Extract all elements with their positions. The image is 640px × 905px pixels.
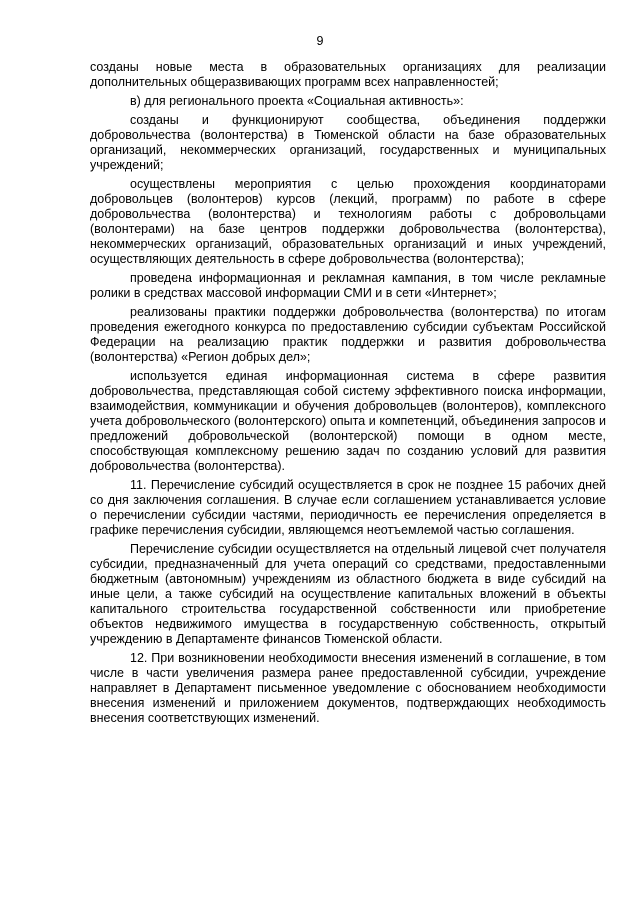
paragraph-clause-12: 12. При возникновении необходимости внесения изменений в соглашение, в том числе в части увеличения размера ранее предоставленной субсидии, учреждение направляет в Департамент письменное уведомление с обоснованием необходимости внесения изменений и приложением документов, подтверждающих необходимость внесения соответствующих изменений. xyxy=(90,651,606,725)
paragraph-information-campaign: проведена информационная и рекламная кампания, в том числе рекламные ролики в средствах массовой информации СМИ и в сети «Интернет»; xyxy=(90,271,606,300)
paragraph-information-system: используется единая информационная система в сфере развития добровольчества, представляющая собой систему эффективного поиска информации, взаимодействия, коммуникации и обучения добровольцев (волонтеров), комплексного учета добровольческого (волонтерского) опыта и компетенций, объединения запросов и предложений добровольческой (волонтерской) помощи в одном месте, способствующая комплексному решению задач по созданию условий для развития добровольчества (волонтерства). xyxy=(90,369,606,473)
paragraph-subsidy-transfer-account: Перечисление субсидии осуществляется на отдельный лицевой счет получателя субсидии, предназначенный для учета операций со средствами, предоставленными бюджетным (автономным) учреждениям из областного бюджета в виде субсидий на иные цели, а также субсидий на осуществление капитальных вложений в объекты капитального строительства государственной собственности или приобретение объектов недвижимого имущества в государственную собственность, открытый учреждению в Департаменте финансов Тюменской области. xyxy=(90,542,606,646)
paragraph-support-practices: реализованы практики поддержки добровольчества (волонтерства) по итогам проведения ежегодного конкурса по предоставлению субсидии субъектам Российской Федерации на реализацию практик поддержки и развития добровольчества (волонтерства) «Регион добрых дел»; xyxy=(90,305,606,364)
paragraph-communities-created: созданы и функционируют сообщества, объединения поддержки добровольчества (волонтерства) в Тюменской области на базе образовательных организаций, некоммерческих организаций, государственных и муниципальных учреждений; xyxy=(90,113,606,172)
paragraph-project-social-activity: в) для регионального проекта «Социальная активность»: xyxy=(130,94,464,108)
paragraph-new-places: созданы новые места в образовательных организациях для реализации дополнительных общеразвивающих программ всех направленностей; xyxy=(90,60,606,89)
paragraph-clause-11: 11. Перечисление субсидий осуществляется в срок не позднее 15 рабочих дней со дня заключения соглашения. В случае если соглашением устанавливается условие о перечислении субсидии частями, периодичность ее перечисления определяется в графике перечисления субсидии, являющемся неотъемлемой частью соглашения. xyxy=(90,478,606,537)
page-number: 9 xyxy=(316,34,324,48)
document-body xyxy=(90,60,606,730)
paragraph-coordinator-training: осуществлены мероприятия с целью прохождения координаторами добровольцев (волонтеров) курсов (лекций, программ) по работе в сфере добровольчества (волонтерства) и технологиям работы с добровольцами (волонтерами) на базе центров поддержки добровольчества (волонтерства), некоммерческих организаций, образовательных организаций и иных учреждений, осуществляющих деятельность в сфере добровольчества (волонтерства); xyxy=(90,177,606,266)
